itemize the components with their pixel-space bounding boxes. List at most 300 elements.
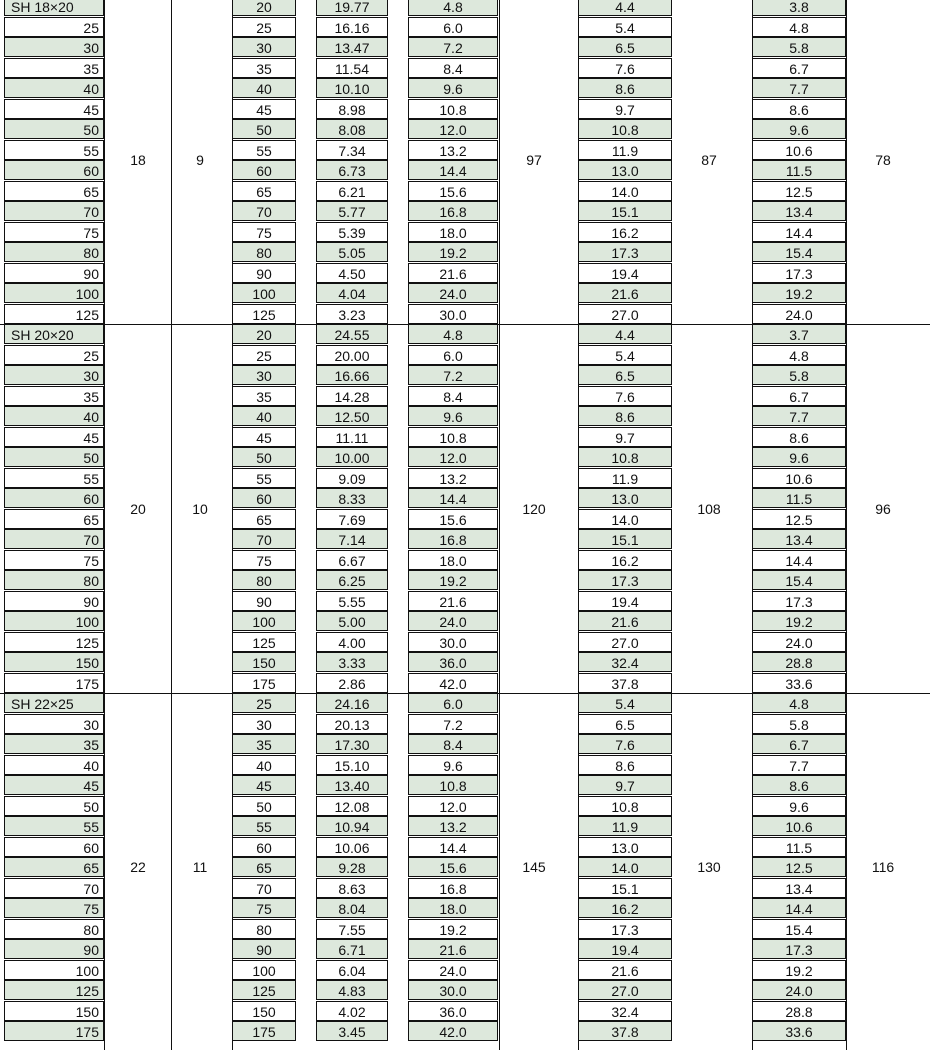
ratio-value: 14.28 — [316, 386, 388, 406]
ratio-value: 8.08 — [316, 119, 388, 139]
ratio-value: 7.34 — [316, 140, 388, 160]
ratio-value: 15.10 — [316, 755, 388, 775]
length-label: 55 — [4, 816, 104, 836]
length-label: 45 — [4, 775, 104, 795]
spring-value: 16.8 — [408, 529, 498, 549]
length-label: 65 — [4, 181, 104, 201]
spring-value: 13.2 — [408, 140, 498, 160]
load-value-b: 12.5 — [752, 857, 846, 877]
load-value-b: 14.4 — [752, 898, 846, 918]
spring-value: 19.2 — [408, 570, 498, 590]
stroke-length: 90 — [232, 939, 296, 959]
stroke-length: 125 — [232, 632, 296, 652]
length-label: 125 — [4, 632, 104, 652]
length-label: 50 — [4, 796, 104, 816]
load-value-b: 7.7 — [752, 406, 846, 426]
spring-value: 21.6 — [408, 939, 498, 959]
load-value-a: 10.8 — [578, 796, 672, 816]
stroke-length: 65 — [232, 509, 296, 529]
stroke-length: 25 — [232, 345, 296, 365]
load-value-b: 4.8 — [752, 345, 846, 365]
load-value-b: 5.8 — [752, 365, 846, 385]
group-d-value: 22 — [130, 859, 146, 876]
load-value-a: 6.5 — [578, 714, 672, 734]
length-label: 30 — [4, 714, 104, 734]
stroke-length: 150 — [232, 1001, 296, 1021]
stroke-length: 40 — [232, 78, 296, 98]
stroke-length: 125 — [232, 304, 296, 324]
length-label: 70 — [4, 878, 104, 898]
ratio-value: 10.94 — [316, 816, 388, 836]
load-value-a: 4.4 — [578, 324, 672, 344]
load-value-a: 19.4 — [578, 939, 672, 959]
load-value-a: 5.4 — [578, 693, 672, 713]
load-value-a: 32.4 — [578, 652, 672, 672]
spring-value: 8.4 — [408, 734, 498, 754]
spring-value: 10.8 — [408, 99, 498, 119]
stroke-length: 50 — [232, 447, 296, 467]
length-label: 45 — [4, 427, 104, 447]
ratio-value: 5.77 — [316, 201, 388, 221]
spring-value: 10.8 — [408, 427, 498, 447]
ratio-value: 10.06 — [316, 837, 388, 857]
spring-value: 36.0 — [408, 652, 498, 672]
load-value-b: 17.3 — [752, 591, 846, 611]
load-value-a: 27.0 — [578, 980, 672, 1000]
load-value-a: 37.8 — [578, 673, 672, 693]
spring-value: 12.0 — [408, 796, 498, 816]
stroke-length: 45 — [232, 427, 296, 447]
ratio-value: 12.08 — [316, 796, 388, 816]
spring-value: 13.2 — [408, 468, 498, 488]
spring-value: 7.2 — [408, 365, 498, 385]
load-value-a: 8.6 — [578, 78, 672, 98]
load-value-b: 7.7 — [752, 78, 846, 98]
load-value-a: 16.2 — [578, 222, 672, 242]
spring-value: 7.2 — [408, 714, 498, 734]
length-label: 45 — [4, 99, 104, 119]
load-value-a: 16.2 — [578, 898, 672, 918]
load-value-b: 5.8 — [752, 714, 846, 734]
load-value-b: 8.6 — [752, 427, 846, 447]
load-value-b: 11.5 — [752, 488, 846, 508]
load-value-a: 6.5 — [578, 365, 672, 385]
length-label: 125 — [4, 980, 104, 1000]
load-value-b: 13.4 — [752, 201, 846, 221]
ratio-value: 9.28 — [316, 857, 388, 877]
load-value-b: 8.6 — [752, 99, 846, 119]
length-label: 80 — [4, 242, 104, 262]
ratio-value: 6.25 — [316, 570, 388, 590]
spring-value: 14.4 — [408, 837, 498, 857]
ratio-value: 5.39 — [316, 222, 388, 242]
model-name: SH 18×20 — [4, 0, 104, 16]
spring-value: 24.0 — [408, 960, 498, 980]
load-value-b: 33.6 — [752, 673, 846, 693]
length-label: 150 — [4, 1001, 104, 1021]
load-value-a: 15.1 — [578, 878, 672, 898]
load-value-a: 5.4 — [578, 17, 672, 37]
load-value-a: 13.0 — [578, 160, 672, 180]
stroke-length: 100 — [232, 611, 296, 631]
length-label: 175 — [4, 673, 104, 693]
spring-value: 42.0 — [408, 673, 498, 693]
spring-value: 9.6 — [408, 755, 498, 775]
load-value-a: 27.0 — [578, 632, 672, 652]
load-value-a: 16.2 — [578, 550, 672, 570]
length-label: 40 — [4, 78, 104, 98]
length-label: 80 — [4, 570, 104, 590]
spring-value: 19.2 — [408, 242, 498, 262]
load-value-b: 12.5 — [752, 509, 846, 529]
spring-value: 21.6 — [408, 591, 498, 611]
ratio-value: 24.16 — [316, 693, 388, 713]
group-c3-value: 78 — [875, 152, 891, 168]
load-value-a: 11.9 — [578, 140, 672, 160]
load-value-a: 11.9 — [578, 468, 672, 488]
load-value-a: 17.3 — [578, 919, 672, 939]
group-c2-value: 87 — [701, 152, 717, 168]
load-value-b: 13.4 — [752, 878, 846, 898]
spring-value: 12.0 — [408, 119, 498, 139]
length-label: 25 — [4, 345, 104, 365]
ratio-value: 8.98 — [316, 99, 388, 119]
load-value-a: 27.0 — [578, 304, 672, 324]
ratio-value: 6.21 — [316, 181, 388, 201]
load-value-b: 10.6 — [752, 816, 846, 836]
load-value-a: 14.0 — [578, 509, 672, 529]
load-value-b: 5.8 — [752, 37, 846, 57]
load-value-b: 19.2 — [752, 611, 846, 631]
stroke-length: 50 — [232, 796, 296, 816]
load-value-a: 8.6 — [578, 755, 672, 775]
load-value-b: 24.0 — [752, 632, 846, 652]
spring-value: 19.2 — [408, 919, 498, 939]
ratio-value: 13.47 — [316, 37, 388, 57]
length-label: 70 — [4, 529, 104, 549]
length-label: 55 — [4, 140, 104, 160]
load-value-b: 9.6 — [752, 119, 846, 139]
stroke-length: 55 — [232, 468, 296, 488]
stroke-length: 150 — [232, 652, 296, 672]
stroke-length: 100 — [232, 960, 296, 980]
ratio-value: 8.63 — [316, 878, 388, 898]
load-value-b: 28.8 — [752, 1001, 846, 1021]
ratio-value: 3.45 — [316, 1021, 388, 1041]
stroke-length: 25 — [232, 17, 296, 37]
ratio-value: 17.30 — [316, 734, 388, 754]
load-value-b: 17.3 — [752, 263, 846, 283]
spring-value: 6.0 — [408, 345, 498, 365]
group-d-value: 18 — [130, 152, 146, 168]
length-label: 40 — [4, 406, 104, 426]
ratio-value: 7.55 — [316, 919, 388, 939]
load-value-a: 37.8 — [578, 1021, 672, 1041]
ratio-value: 3.23 — [316, 304, 388, 324]
spring-value: 9.6 — [408, 78, 498, 98]
group-c1-value: 145 — [522, 859, 546, 876]
length-label: 50 — [4, 447, 104, 467]
load-value-b: 4.8 — [752, 17, 846, 37]
length-label: 90 — [4, 591, 104, 611]
load-value-a: 14.0 — [578, 857, 672, 877]
stroke-length: 25 — [232, 693, 296, 713]
ratio-value: 20.13 — [316, 714, 388, 734]
length-label: 60 — [4, 488, 104, 508]
length-label: 60 — [4, 837, 104, 857]
ratio-value: 13.40 — [316, 775, 388, 795]
load-value-b: 3.7 — [752, 324, 846, 344]
length-label: 30 — [4, 37, 104, 57]
group-c2-value: 108 — [697, 500, 721, 517]
load-value-b: 6.7 — [752, 58, 846, 78]
stroke-length: 80 — [232, 242, 296, 262]
stroke-length: 100 — [232, 283, 296, 303]
stroke-length: 75 — [232, 222, 296, 242]
load-value-b: 15.4 — [752, 242, 846, 262]
group-c1-value: 97 — [526, 152, 542, 168]
stroke-length: 80 — [232, 570, 296, 590]
spring-value: 14.4 — [408, 160, 498, 180]
ratio-value: 10.00 — [316, 447, 388, 467]
spring-value: 21.6 — [408, 263, 498, 283]
length-label: 25 — [4, 17, 104, 37]
load-value-b: 11.5 — [752, 160, 846, 180]
group-c1-value: 120 — [522, 500, 546, 517]
spring-value: 6.0 — [408, 17, 498, 37]
spring-value: 14.4 — [408, 488, 498, 508]
load-value-a: 17.3 — [578, 570, 672, 590]
length-label: 75 — [4, 550, 104, 570]
ratio-value: 2.86 — [316, 673, 388, 693]
ratio-value: 4.83 — [316, 980, 388, 1000]
load-value-b: 11.5 — [752, 837, 846, 857]
ratio-value: 5.05 — [316, 242, 388, 262]
spring-value: 15.6 — [408, 509, 498, 529]
stroke-length: 55 — [232, 816, 296, 836]
spring-value: 15.6 — [408, 181, 498, 201]
length-label: 90 — [4, 939, 104, 959]
spring-value: 24.0 — [408, 611, 498, 631]
load-value-a: 7.6 — [578, 58, 672, 78]
length-label: 30 — [4, 365, 104, 385]
spring-value: 10.8 — [408, 775, 498, 795]
stroke-length: 175 — [232, 1021, 296, 1041]
spring-value: 4.8 — [408, 0, 498, 16]
load-value-a: 7.6 — [578, 386, 672, 406]
stroke-length: 35 — [232, 58, 296, 78]
stroke-length: 45 — [232, 99, 296, 119]
stroke-length: 30 — [232, 714, 296, 734]
load-value-b: 8.6 — [752, 775, 846, 795]
length-label: 125 — [4, 304, 104, 324]
load-value-a: 19.4 — [578, 263, 672, 283]
stroke-length: 75 — [232, 550, 296, 570]
spring-value: 15.6 — [408, 857, 498, 877]
group-e-value: 9 — [196, 152, 204, 168]
stroke-length: 70 — [232, 878, 296, 898]
spring-value: 30.0 — [408, 980, 498, 1000]
spring-value: 36.0 — [408, 1001, 498, 1021]
load-value-b: 17.3 — [752, 939, 846, 959]
ratio-value: 6.71 — [316, 939, 388, 959]
stroke-length: 175 — [232, 673, 296, 693]
length-label: 35 — [4, 58, 104, 78]
load-value-b: 9.6 — [752, 796, 846, 816]
stroke-length: 35 — [232, 734, 296, 754]
spring-value: 8.4 — [408, 386, 498, 406]
ratio-value: 5.00 — [316, 611, 388, 631]
load-value-a: 13.0 — [578, 488, 672, 508]
load-value-b: 33.6 — [752, 1021, 846, 1041]
load-value-b: 6.7 — [752, 386, 846, 406]
stroke-length: 30 — [232, 37, 296, 57]
load-value-a: 32.4 — [578, 1001, 672, 1021]
load-value-b: 14.4 — [752, 222, 846, 242]
length-label: 60 — [4, 160, 104, 180]
load-value-b: 10.6 — [752, 468, 846, 488]
load-value-b: 19.2 — [752, 283, 846, 303]
load-value-b: 28.8 — [752, 652, 846, 672]
spring-value: 24.0 — [408, 283, 498, 303]
ratio-value: 4.50 — [316, 263, 388, 283]
length-label: 100 — [4, 283, 104, 303]
spring-value: 8.4 — [408, 58, 498, 78]
stroke-length: 20 — [232, 324, 296, 344]
ratio-value: 11.54 — [316, 58, 388, 78]
load-value-a: 6.5 — [578, 37, 672, 57]
group-c3-value: 116 — [871, 859, 895, 876]
load-value-a: 4.4 — [578, 0, 672, 16]
length-label: 75 — [4, 898, 104, 918]
load-value-a: 9.7 — [578, 427, 672, 447]
ratio-value: 6.04 — [316, 960, 388, 980]
load-value-a: 9.7 — [578, 775, 672, 795]
spring-value: 7.2 — [408, 37, 498, 57]
spring-value: 6.0 — [408, 693, 498, 713]
stroke-length: 80 — [232, 919, 296, 939]
load-value-a: 10.8 — [578, 447, 672, 467]
spring-value: 9.6 — [408, 406, 498, 426]
length-label: 175 — [4, 1021, 104, 1041]
ratio-value: 16.66 — [316, 365, 388, 385]
ratio-value: 20.00 — [316, 345, 388, 365]
load-value-a: 11.9 — [578, 816, 672, 836]
load-value-b: 15.4 — [752, 919, 846, 939]
length-label: 65 — [4, 509, 104, 529]
group-c3-value: 96 — [875, 500, 891, 517]
ratio-value: 10.10 — [316, 78, 388, 98]
stroke-length: 35 — [232, 386, 296, 406]
spring-value: 12.0 — [408, 447, 498, 467]
load-value-a: 13.0 — [578, 837, 672, 857]
load-value-b: 12.5 — [752, 181, 846, 201]
stroke-length: 30 — [232, 365, 296, 385]
ratio-value: 5.55 — [316, 591, 388, 611]
stroke-length: 70 — [232, 201, 296, 221]
load-value-a: 17.3 — [578, 242, 672, 262]
ratio-value: 11.11 — [316, 427, 388, 447]
length-label: 100 — [4, 611, 104, 631]
load-value-a: 7.6 — [578, 734, 672, 754]
load-value-b: 7.7 — [752, 755, 846, 775]
length-label: 90 — [4, 263, 104, 283]
model-name: SH 20×20 — [4, 324, 104, 344]
load-value-b: 24.0 — [752, 980, 846, 1000]
load-value-a: 19.4 — [578, 591, 672, 611]
load-value-b: 3.8 — [752, 0, 846, 16]
ratio-value: 3.33 — [316, 652, 388, 672]
load-value-b: 4.8 — [752, 693, 846, 713]
stroke-length: 50 — [232, 119, 296, 139]
ratio-value: 7.69 — [316, 509, 388, 529]
load-value-b: 6.7 — [752, 734, 846, 754]
load-value-b: 14.4 — [752, 550, 846, 570]
load-value-b: 15.4 — [752, 570, 846, 590]
stroke-length: 40 — [232, 406, 296, 426]
load-value-a: 9.7 — [578, 99, 672, 119]
group-c2-value: 130 — [697, 859, 721, 876]
length-label: 80 — [4, 919, 104, 939]
length-label: 75 — [4, 222, 104, 242]
load-value-a: 14.0 — [578, 181, 672, 201]
stroke-length: 40 — [232, 755, 296, 775]
length-label: 50 — [4, 119, 104, 139]
spring-value: 4.8 — [408, 324, 498, 344]
stroke-length: 75 — [232, 898, 296, 918]
load-value-a: 21.6 — [578, 283, 672, 303]
ratio-value: 12.50 — [316, 406, 388, 426]
group-d-value: 20 — [130, 500, 146, 517]
stroke-length: 65 — [232, 181, 296, 201]
stroke-length: 60 — [232, 837, 296, 857]
load-value-a: 21.6 — [578, 960, 672, 980]
load-value-a: 10.8 — [578, 119, 672, 139]
load-value-b: 19.2 — [752, 960, 846, 980]
group-e-value: 10 — [192, 500, 208, 517]
stroke-length: 45 — [232, 775, 296, 795]
length-label: 35 — [4, 386, 104, 406]
spring-value: 13.2 — [408, 816, 498, 836]
ratio-value: 8.04 — [316, 898, 388, 918]
stroke-length: 60 — [232, 160, 296, 180]
model-name: SH 22×25 — [4, 693, 104, 713]
length-label: 35 — [4, 734, 104, 754]
length-label: 65 — [4, 857, 104, 877]
length-label: 70 — [4, 201, 104, 221]
spring-value: 18.0 — [408, 898, 498, 918]
stroke-length: 90 — [232, 591, 296, 611]
load-value-b: 24.0 — [752, 304, 846, 324]
load-value-a: 15.1 — [578, 529, 672, 549]
ratio-value: 16.16 — [316, 17, 388, 37]
spring-value: 16.8 — [408, 201, 498, 221]
load-value-b: 13.4 — [752, 529, 846, 549]
ratio-value: 24.55 — [316, 324, 388, 344]
ratio-value: 4.00 — [316, 632, 388, 652]
load-value-b: 9.6 — [752, 447, 846, 467]
load-value-b: 10.6 — [752, 140, 846, 160]
length-label: 40 — [4, 755, 104, 775]
stroke-length: 90 — [232, 263, 296, 283]
length-label: 150 — [4, 652, 104, 672]
ratio-value: 8.33 — [316, 488, 388, 508]
load-value-a: 8.6 — [578, 406, 672, 426]
ratio-value: 6.73 — [316, 160, 388, 180]
load-value-a: 5.4 — [578, 345, 672, 365]
stroke-length: 65 — [232, 857, 296, 877]
ratio-value: 6.67 — [316, 550, 388, 570]
